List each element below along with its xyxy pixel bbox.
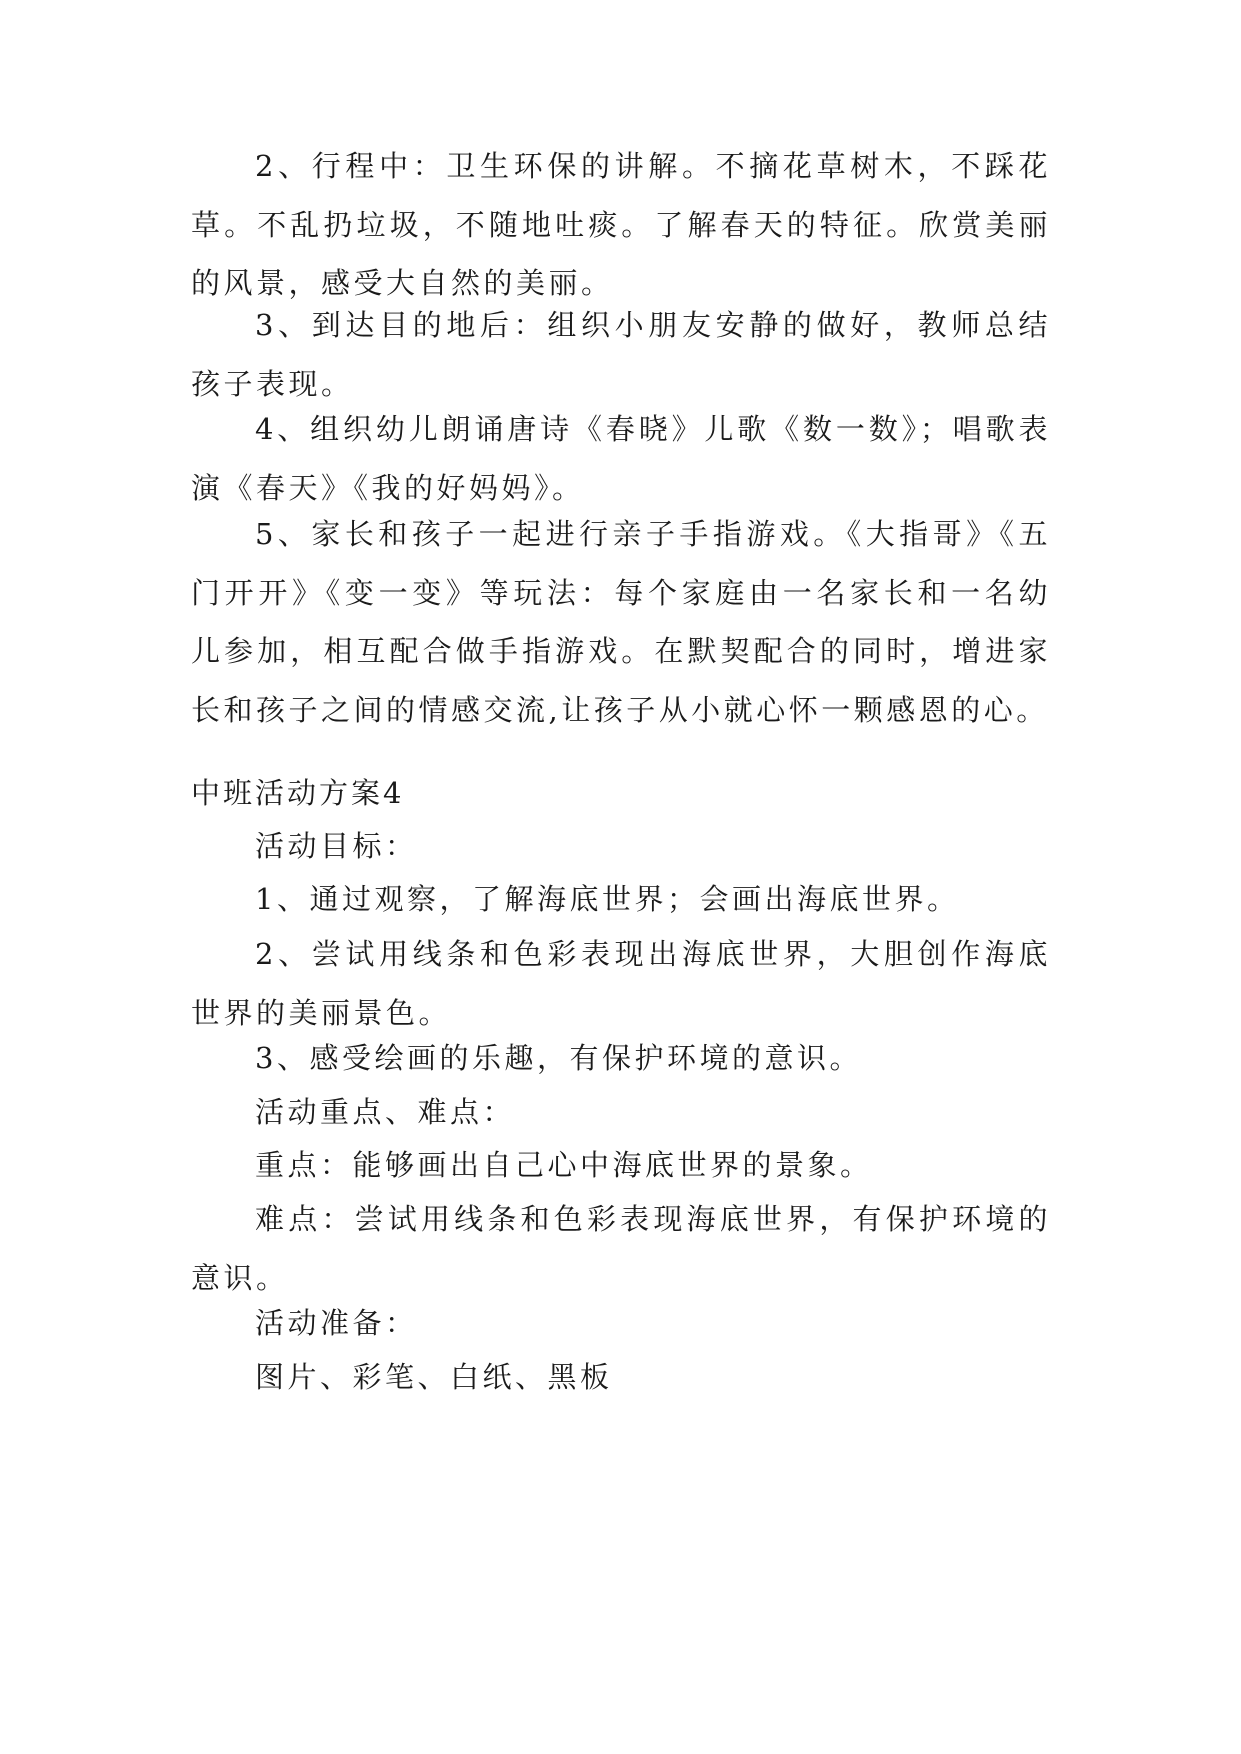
paragraph-step-4: 4、组织幼儿朗诵唐诗《春晓》儿歌《数一数》；唱歌表演《春天》《我的好妈妈》。 (191, 412, 1051, 505)
paragraph-step-3: 3、到达目的地后：组织小朋友安静的做好，教师总结孩子表现。 (191, 308, 1051, 401)
goals-label: 活动目标： (255, 829, 418, 863)
difficulty-text: 难点：尝试用线条和色彩表现海底世界，有保护环境的意识。 (191, 1202, 1051, 1295)
prep-label: 活动准备： (255, 1306, 418, 1340)
paragraph-step-2: 2、行程中：卫生环保的讲解。不摘花草树木，不踩花草。不乱扔垃圾，不随地吐痰。了解春天的特征。欣赏美丽的风景，感受大自然的美丽。 (191, 149, 1051, 300)
section-title: 中班活动方案4 (191, 776, 405, 810)
goal-item-3: 3、感受绘画的乐趣，有保护环境的意识。 (255, 1041, 862, 1075)
paragraph-step-5: 5、家长和孩子一起进行亲子手指游戏。《大指哥》《五门开开》《变一变》等玩法：每个家庭由一名家长和一名幼儿参加，相互配合做手指游戏。在默契配合的同时，增进家长和孩子之间的情感交流,让孩子从小就心怀一颗感恩的心。 (191, 517, 1051, 727)
goal-item-1: 1、通过观察，了解海底世界；会画出海底世界。 (255, 882, 960, 916)
prep-text: 图片、彩笔、白纸、黑板 (255, 1360, 613, 1394)
focus-label: 活动重点、难点： (255, 1095, 516, 1129)
focus-text: 重点：能够画出自己心中海底世界的景象。 (255, 1148, 873, 1182)
goal-item-2: 2、尝试用线条和色彩表现出海底世界，大胆创作海底世界的美丽景色。 (191, 937, 1051, 1030)
